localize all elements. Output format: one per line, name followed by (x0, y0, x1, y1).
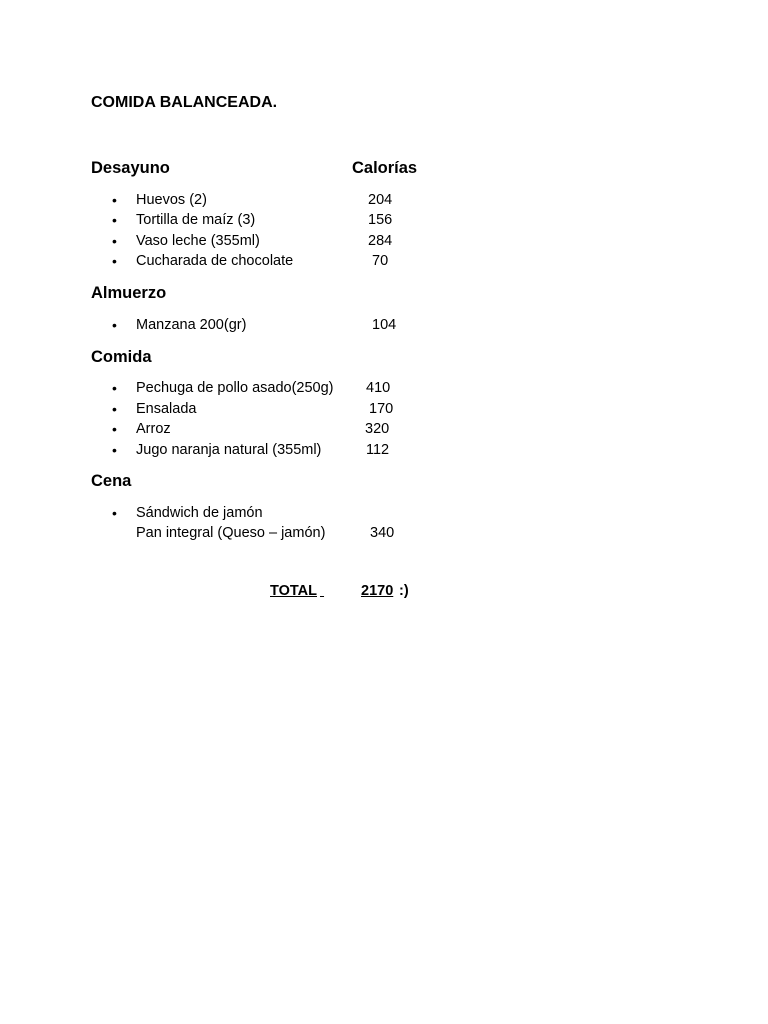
item-name: Vaso leche (355ml) (136, 233, 260, 249)
item-calories: 410 (366, 380, 391, 396)
item-name: Huevos (2) (136, 192, 207, 208)
bullet: • (112, 505, 117, 521)
total-label: TOTAL (270, 583, 317, 599)
document-title: COMIDA BALANCEADA. (91, 94, 278, 111)
bullet: • (112, 317, 117, 333)
bullet: • (112, 233, 117, 249)
total-underline-gap (320, 583, 361, 599)
item-name: Tortilla de maíz (3) (136, 212, 256, 228)
item-name: Sándwich de jamón (136, 505, 263, 521)
bullet: • (112, 401, 117, 417)
total-smiley: :) (399, 583, 409, 599)
total-value: 2170 (361, 583, 394, 599)
bullet: • (112, 380, 117, 396)
item-calories: 170 (369, 401, 394, 417)
section-heading-cena: Cena (91, 472, 132, 490)
section-heading-comida: Comida (91, 348, 152, 366)
item-calories: 284 (368, 233, 393, 249)
section-heading-desayuno: Desayuno (91, 159, 170, 177)
item-calories: 340 (370, 525, 395, 541)
item-name: Manzana 200(gr) (136, 317, 247, 333)
bullet: • (112, 253, 117, 269)
item-name: Pechuga de pollo asado(250g) (136, 380, 334, 396)
section-heading-almuerzo: Almuerzo (91, 284, 167, 302)
item-calories: 156 (368, 212, 393, 228)
bullet: • (112, 212, 117, 228)
item-calories: 112 (366, 442, 390, 458)
bullet: • (112, 421, 117, 437)
item-calories: 70 (372, 253, 389, 269)
bullet: • (112, 442, 117, 458)
item-name: Jugo naranja natural (355ml) (136, 442, 322, 458)
item-name-line2: Pan integral (Queso – jamón) (136, 525, 326, 541)
item-name: Arroz (136, 421, 171, 437)
bullet: • (112, 192, 117, 208)
item-calories: 204 (368, 192, 393, 208)
item-calories: 320 (365, 421, 390, 437)
item-calories: 104 (372, 317, 397, 333)
calories-column-header: Calorías (352, 159, 418, 177)
item-name: Cucharada de chocolate (136, 253, 294, 269)
item-name: Ensalada (136, 401, 197, 417)
